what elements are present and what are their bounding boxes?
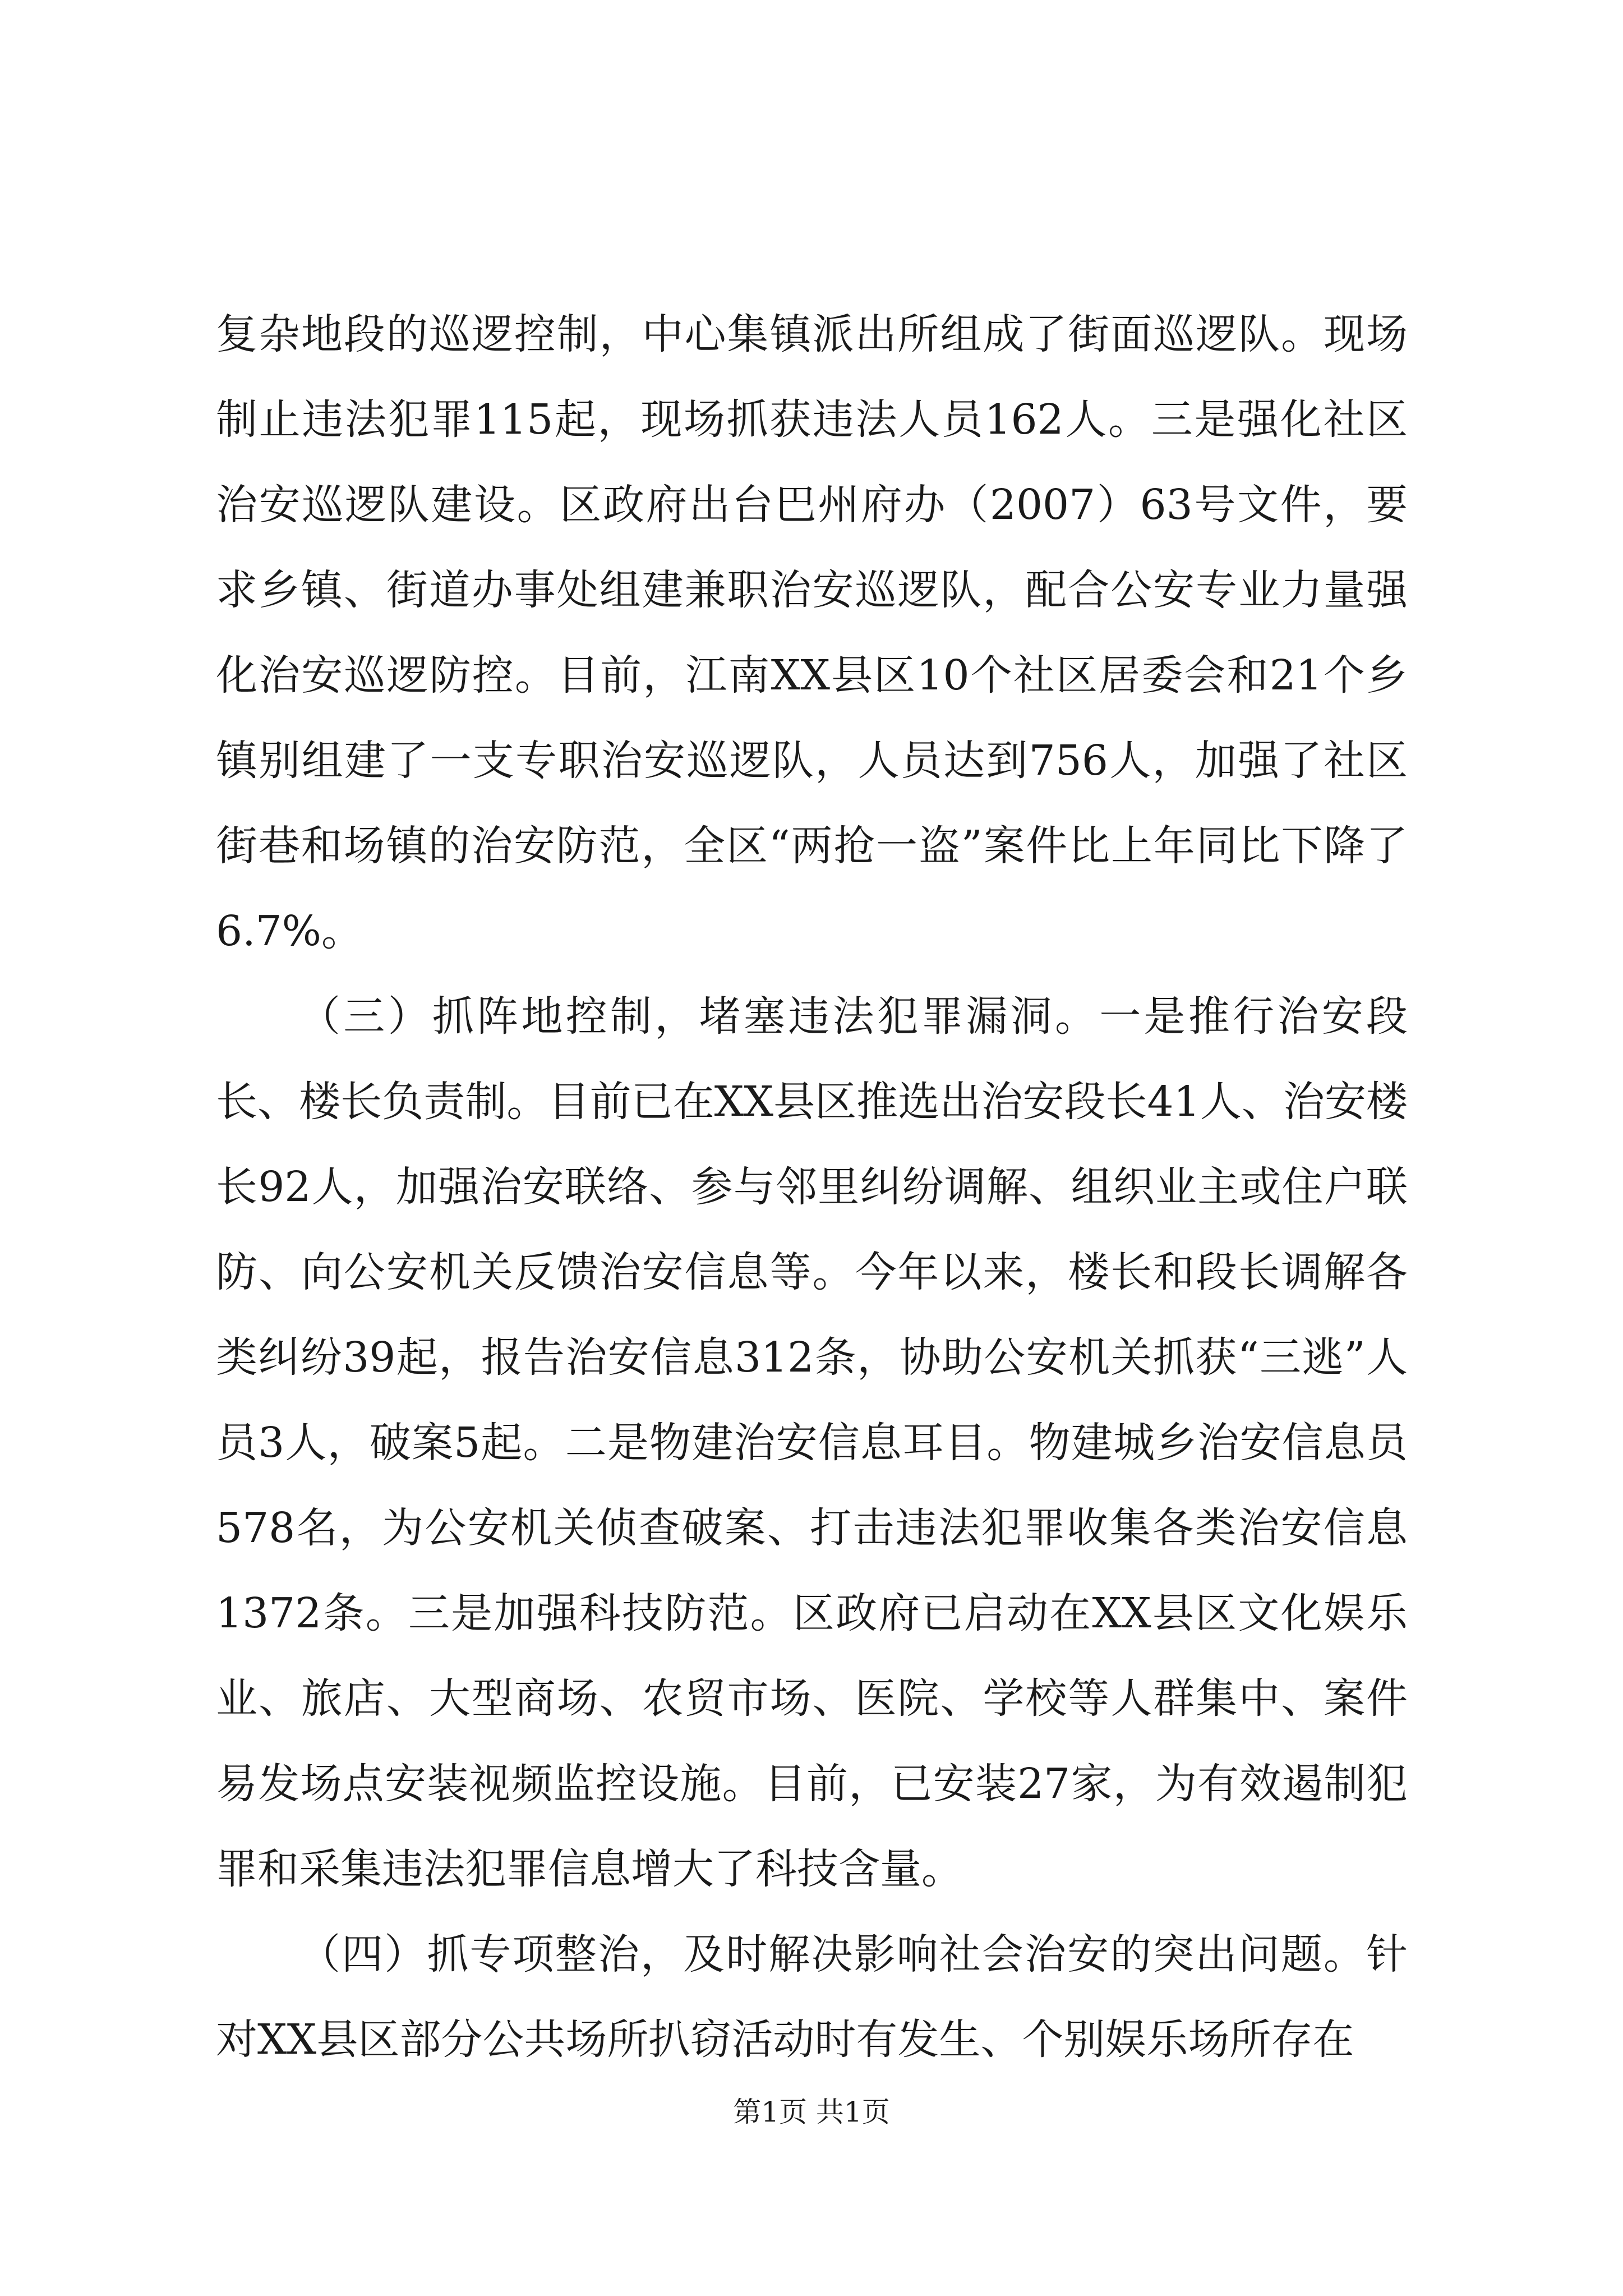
paragraph-3: （四）抓专项整治，及时解决影响社会治安的突出问题。针对XX县区部分公共场所扒窃活动时有发生、个别娱乐场所存在 <box>216 1930 1408 2064</box>
page-footer: 第1页 共1页 <box>733 2096 890 2128</box>
paragraph-2: （三）抓阵地控制，堵塞违法犯罪漏洞。一是推行治安段长、楼长负责制。目前已在XX县区推选出治安段长41人、治安楼长92人，加强治安联络、参与邻里纠纷调解、组织业主或住户联防、向公安机关反馈治安信息等。今年以来，楼长和段长调解各类纠纷39起，报告治安信息312条，协助公安机关抓获“三逃”人员3人，破案5起。二是物建治安信息耳目。物建城乡治安信息员578名，为公安机关侦查破案、打击违法犯罪收集各类治安信息1372条。三是加强科技防范。区政府已启动在XX县区文化娱乐业、旅店、大型商场、农贸市场、医院、学校等人群集中、案件易发场点安装视频监控设施。目前，已安装27家，为有效遏制犯罪和采集违法犯罪信息增大了科技含量。 <box>216 992 1408 1893</box>
paragraph-1: 复杂地段的巡逻控制，中心集镇派出所组成了街面巡逻队。现场制止违法犯罪115起，现场抓获违法人员162人。三是强化社区治安巡逻队建设。区政府出台巴州府办（2007）63号文件，要求乡镇、街道办事处组建兼职治安巡逻队，配合公安专业力量强化治安巡逻防控。目前，江南XX县区10个社区居委会和21个乡镇别组建了一支专职治安巡逻队，人员达到756人，加强了社区街巷和场镇的治安防范，全区“两抢一盗”案件比上年同比下降了6.7%。 <box>216 310 1408 955</box>
document-body <box>216 292 1408 2082</box>
